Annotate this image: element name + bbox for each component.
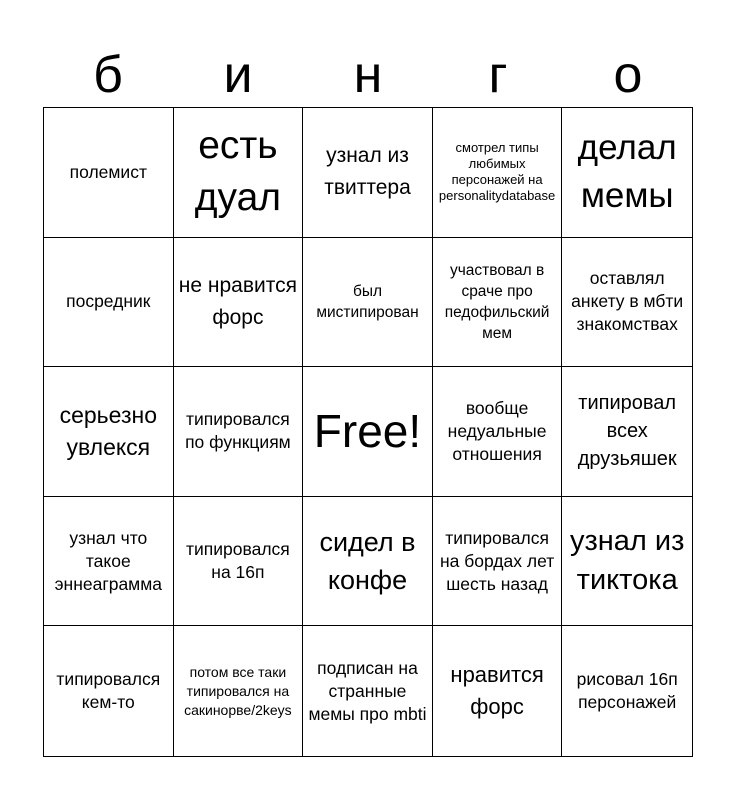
header-letter-o: о (613, 46, 643, 104)
bingo-cell[interactable] (44, 497, 174, 627)
bingo-cell[interactable] (174, 497, 304, 627)
bingo-cell[interactable] (44, 367, 174, 497)
cell-text: серьезно увлекся (59, 402, 157, 461)
cell-text: нравится форс (450, 662, 544, 720)
bingo-cell[interactable] (433, 238, 563, 368)
cell-text: типировал всех друзьяшек (577, 392, 677, 471)
cell-text: узнал что такое эннеаграмма (54, 527, 162, 594)
bingo-cell[interactable] (174, 238, 304, 368)
header-letter-n: н (353, 46, 383, 104)
bingo-cell free-cell[interactable] (303, 367, 433, 497)
cell-text: полемист (69, 161, 147, 182)
header-letter-i: и (223, 46, 253, 104)
bingo-cell[interactable] (174, 108, 304, 238)
cell-text: не нравится форс (178, 273, 297, 329)
bingo-cell[interactable] (44, 108, 174, 238)
bingo-cell[interactable] (433, 497, 563, 627)
bingo-cell[interactable] (562, 626, 692, 756)
header-letter-g: г (488, 46, 508, 104)
cell-text: подписан на странные мемы про mbti (308, 657, 427, 724)
bingo-cell[interactable] (562, 497, 692, 627)
cell-text: был мистипирован (316, 282, 419, 321)
bingo-cell[interactable] (44, 238, 174, 368)
bingo-cell[interactable] (303, 108, 433, 238)
bingo-cell[interactable] (433, 626, 563, 756)
bingo-cell[interactable] (433, 367, 563, 497)
cell-text: узнал из тиктока (569, 525, 685, 597)
bingo-cell[interactable] (303, 497, 433, 627)
cell-text: участвовал в сраче про педофильский мем (444, 261, 550, 342)
bingo-cell[interactable] (433, 108, 563, 238)
cell-text: типировался по функциям (185, 409, 291, 453)
cell-text: типировался кем-то (56, 669, 161, 713)
cell-text: типировался на бордах лет шесть назад (439, 527, 555, 594)
free-space-text: Free! (313, 405, 422, 458)
cell-text: смотрел типы любимых персонажей на personalitydatabase (438, 140, 556, 204)
cell-text: вообще недуальные отношения (447, 397, 547, 464)
cell-text: есть дуал (194, 124, 282, 220)
cell-text: делал мемы (577, 128, 677, 216)
bingo-cell[interactable] (174, 626, 304, 756)
bingo-grid (43, 107, 693, 757)
bingo-cell[interactable] (303, 626, 433, 756)
cell-text: посредник (66, 291, 151, 312)
cell-text: оставлял анкету в мбти знакомствах (571, 268, 684, 335)
bingo-cell[interactable] (174, 367, 304, 497)
bingo-cell[interactable] (562, 367, 692, 497)
cell-text: сидел в конфе (319, 527, 416, 596)
header-letter-b: б (93, 46, 123, 104)
cell-text: рисовал 16п персонажей (576, 669, 678, 713)
bingo-cell[interactable] (562, 238, 692, 368)
cell-text: потом все таки типировался на сакинорве/2keys (184, 663, 292, 718)
cell-text: узнал из твиттера (324, 144, 411, 200)
cell-text: типировался на 16п (186, 539, 290, 583)
bingo-cell[interactable] (44, 626, 174, 756)
bingo-header (43, 42, 693, 108)
bingo-cell[interactable] (562, 108, 692, 238)
bingo-cell[interactable] (303, 238, 433, 368)
